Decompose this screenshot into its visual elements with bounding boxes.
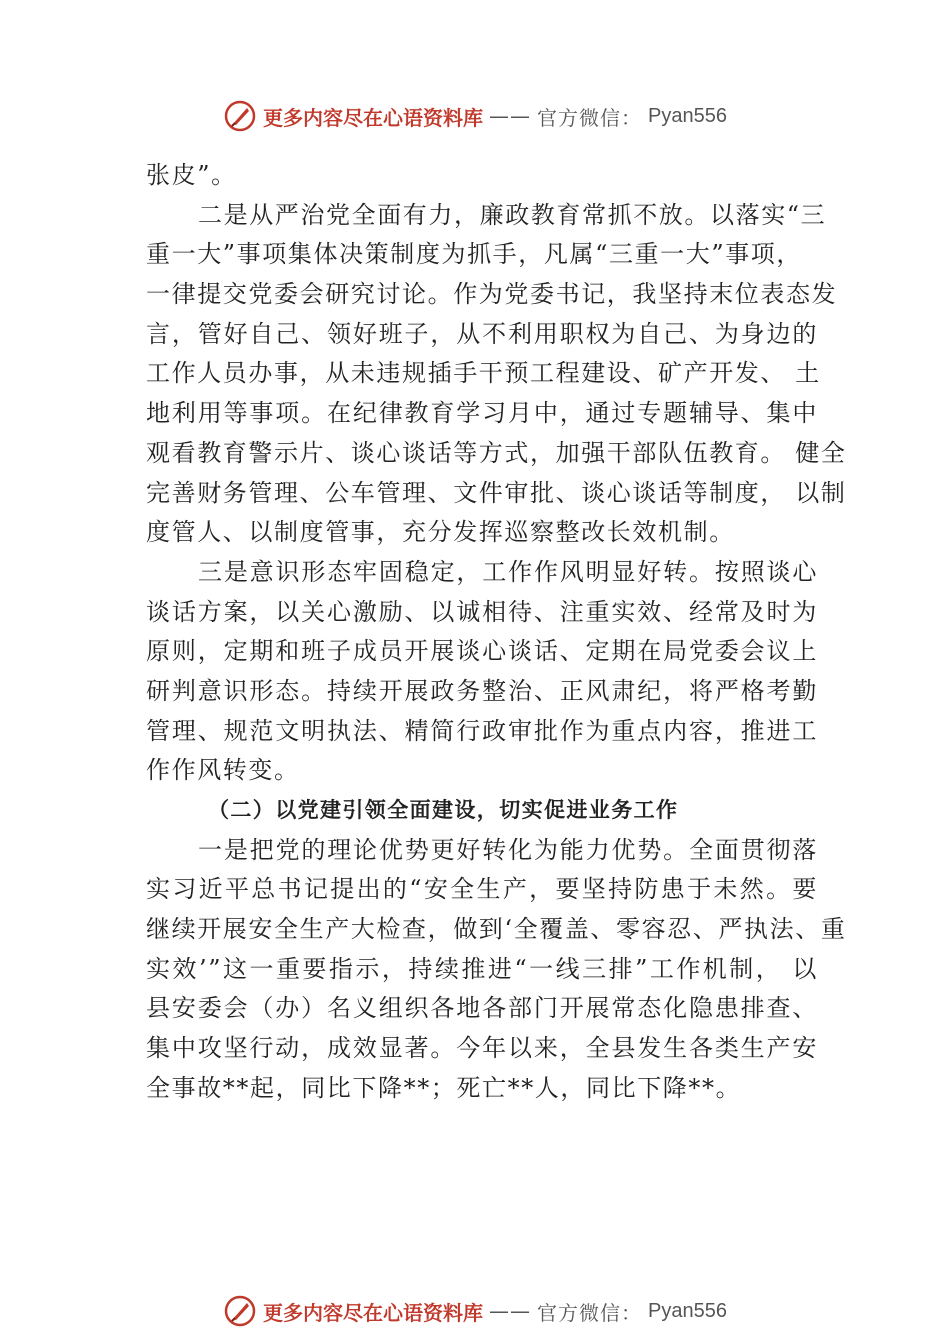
watermark-brand-text: 更多内容尽在心语资料库 xyxy=(263,1300,484,1325)
document-body xyxy=(146,156,847,1109)
paragraph-line: 集中攻坚行动，成效显著。今年以来，全县发生各类生产安 xyxy=(146,1034,818,1063)
section-heading: （二）以党建引领全面建设，切实促进业务工作 xyxy=(208,798,679,822)
paragraph-line: 地利用等事项。在纪律教育学习月中，通过专题辅导、集中 xyxy=(146,399,818,428)
paragraph-line: 重一大”事项集体决策制度为抓手，凡属“三重一大”事项， xyxy=(146,240,803,269)
paragraph-line: 继续开展安全生产大检查，做到‘全覆盖、零容忍、严执法、重 xyxy=(146,915,847,944)
watermark-wechat-label: 官方微信： xyxy=(537,1300,643,1325)
paragraph-line: 观看教育警示片、谈心谈话等方式，加强干部队伍教育。 健全 xyxy=(146,438,847,467)
paragraph-line: 研判意识形态。持续开展政务整治、正风肃纪，将严格考勤 xyxy=(146,676,818,705)
paragraph-line: 三是意识形态牢固稳定，工作作风明显好转。按照谈心 xyxy=(198,557,818,586)
paragraph-line: 谈话方案，以关心激励、以诚相待、注重实效、经常及时为 xyxy=(146,597,818,626)
header-watermark xyxy=(0,96,950,136)
paragraph-line: 一是把党的理论优势更好转化为能力优势。全面贯彻落 xyxy=(198,835,818,864)
paragraph-line: 县安委会（办）名义组织各地各部门开展常态化隐患排查、 xyxy=(146,994,818,1023)
paragraph-line: 作作风转变。 xyxy=(146,756,300,785)
paragraph-line: 实习近平总书记提出的“安全生产，要坚持防患于未然。要 xyxy=(146,875,818,904)
watermark-separator: —— xyxy=(489,1299,532,1323)
watermark-wechat-id: Pyan556 xyxy=(648,104,727,127)
paragraph-line: 原则，定期和班子成员开展谈心谈话、定期在局党委会议上 xyxy=(146,637,818,666)
paragraph-line: 工作人员办事，从未违规插手干预工程建设、矿产开发、 土 xyxy=(146,359,821,388)
paragraph-line: 全事故**起，同比下降**；死亡**人，同比下降**。 xyxy=(146,1073,742,1102)
watermark-wechat-id: Pyan556 xyxy=(648,1299,727,1322)
paragraph-line: 言，管好自己、领好班子，从不利用职权为自己、为身边的 xyxy=(146,319,818,348)
watermark-separator: —— xyxy=(489,104,532,128)
quill-logo-icon xyxy=(223,99,257,133)
paragraph-line: 完善财务管理、公车管理、文件审批、谈心谈话等制度， 以制 xyxy=(146,478,847,507)
paragraph-line: 一律提交党委会研究讨论。作为党委书记，我坚持末位表态发 xyxy=(146,280,838,309)
paragraph-line: 实效’”这一重要指示，持续推进“一线三排”工作机制， 以 xyxy=(146,954,818,983)
quill-logo-icon xyxy=(223,1294,257,1328)
paragraph-line: 张皮”。 xyxy=(146,161,237,189)
paragraph-line: 度管人、以制度管事，充分发挥巡察整改长效机制。 xyxy=(146,518,735,547)
watermark-wechat-label: 官方微信： xyxy=(537,105,643,130)
paragraph-line: 二是从严治党全面有力，廉政教育常抓不放。以落实“三 xyxy=(198,200,827,229)
paragraph-line: 管理、规范文明执法、精简行政审批作为重点内容，推进工 xyxy=(146,716,818,745)
watermark-brand-text: 更多内容尽在心语资料库 xyxy=(263,105,484,130)
footer-watermark xyxy=(0,1291,950,1331)
